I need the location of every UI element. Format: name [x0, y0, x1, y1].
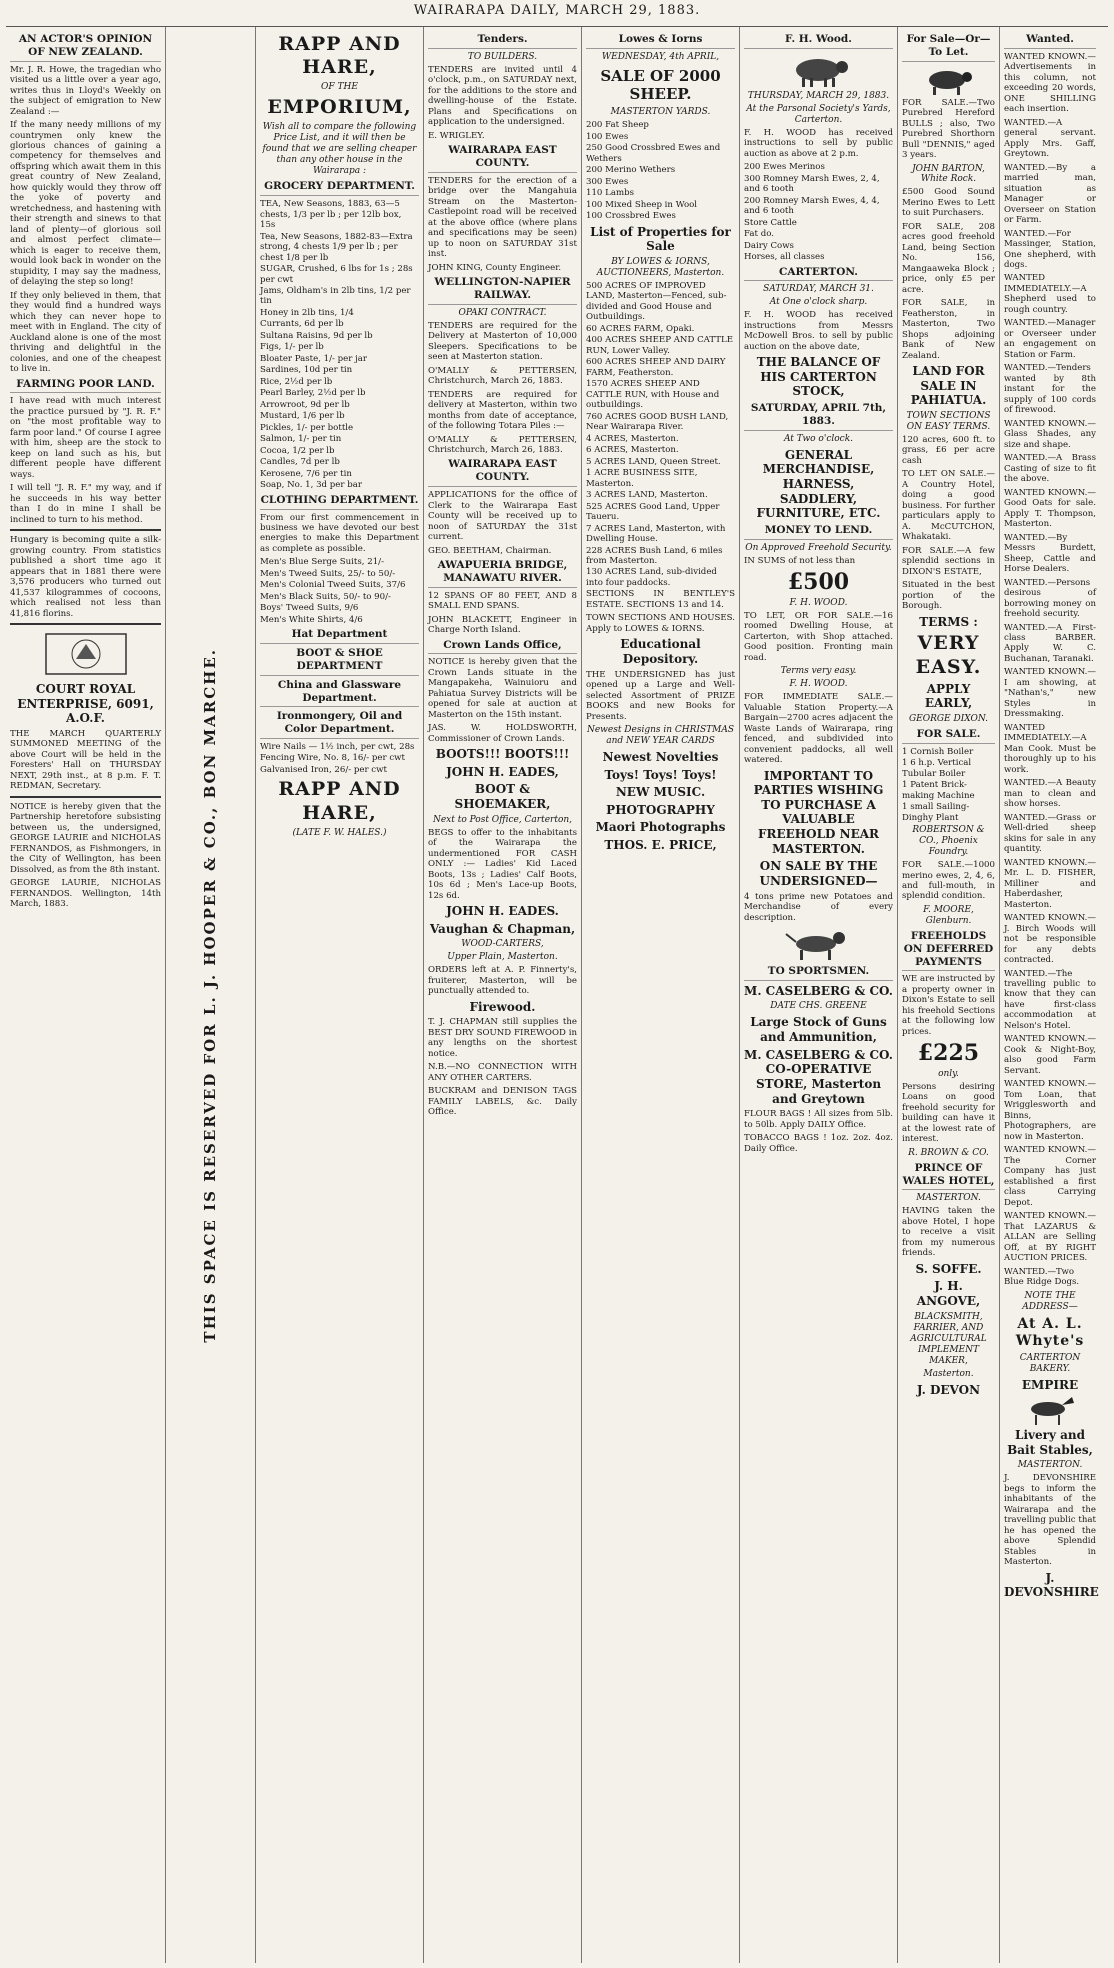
bulls-sign: JOHN BARTON, White Rock.	[912, 163, 985, 185]
notice-signed: GEORGE LAURIE, NICHOLAS FERNANDOS. Wellington, 14th March, 1883.	[10, 878, 161, 910]
empire-title: EMPIRE	[1021, 1377, 1079, 1392]
properties-heading: List of Properties for Sale	[590, 224, 731, 254]
wood-stock-item: 200 Ewes Merinos	[744, 162, 825, 173]
rail-body: TENDERS are required for the Delivery at Masterton of 10,000 Sleepers. Specifications to be seen at Masterton station.	[428, 320, 577, 363]
toys-title: Toys! Toys! Toys!	[604, 767, 717, 782]
reserved-vertical-text: THIS SPACE IS RESERVED FOR L. J. HOOPER & CO., BON MARCHE.	[201, 647, 220, 1343]
china-heading: China and Glassware Department.	[260, 679, 419, 708]
carterton-time: At One o'clock sharp.	[769, 297, 868, 308]
rapp-hare-title: RAPP AND HARE,	[278, 33, 401, 79]
society-title: COURT ROYAL ENTERPRISE, 6091, A.O.F.	[17, 682, 154, 726]
property-item: 1 ACRE BUSINESS SITE, Masterton.	[586, 468, 698, 489]
property-item: 6 ACRES, Masterton.	[586, 445, 679, 456]
grocery-item: Salmon, 1/- per tin	[260, 434, 342, 445]
livery-town: MASTERTON.	[1017, 1460, 1083, 1471]
sheep-list-item: 110 Lambs	[586, 188, 635, 199]
farming-paragraph: I will tell "J. R. F." my way, and if he succeeds in his way better than I do in mine I shall be inclined to turn to his method.	[10, 483, 161, 525]
wales-body: HAVING taken the above Hotel, I hope to receive a visit from my numerous friends.	[902, 1206, 995, 1259]
column-actor-opinion	[6, 27, 166, 1963]
sale2-date: SATURDAY, APRIL 7th, 1883.	[744, 402, 893, 431]
wanted-item: WANTED KNOWN.—Advertisements in this column, not exceeding 20 words, ONE SHILLING each insertion.	[1004, 51, 1096, 115]
sheep-list-item: 200 Fat Sheep	[586, 120, 649, 131]
sheep-list-item: 100 Ewes	[586, 131, 629, 142]
rapp-hare-closing-sub: (LATE F. W. HALES.)	[292, 827, 387, 838]
clothing-item: Men's Blue Serge Suits, 21/-	[260, 557, 384, 568]
angove-town: Masterton.	[923, 1368, 974, 1379]
ewes-ad: FOR SALE.—1000 merino ewes, 2, 4, 6, and full-mouth, in splendid condition.	[902, 860, 995, 902]
tender1-head: TO BUILDERS.	[467, 51, 538, 62]
devon-sign: J. DEVON	[916, 1382, 981, 1397]
splendid-ad: FOR SALE.—A few splendid sections in DIXON'S ESTATE,	[902, 545, 995, 577]
wood-stock-item: 200 Romney Marsh Ewes, 4, 4, and 6 tooth	[744, 195, 880, 217]
store-items: 4 tons prime new Potatoes and Merchandise of every description.	[744, 891, 893, 923]
carterton-body: F. H. WOOD has received instructions from Messrs McDowell Bros. to sell by public auction on the above date,	[744, 310, 893, 352]
stock-heading: THE BALANCE OF HIS CARTERTON STOCK,	[756, 355, 881, 399]
wood-stock-item: Dairy Cows	[744, 240, 794, 251]
bridge-sign: JOHN BLACKETT, Engineer in Charge North Island.	[428, 614, 577, 636]
dog-icon	[784, 926, 854, 962]
for-sale-heading: For Sale—Or—To Let.	[902, 33, 995, 62]
sale-price: £225	[917, 1040, 980, 1067]
money-sign: F. H. WOOD.	[789, 597, 848, 608]
firewood-title: Firewood.	[469, 999, 536, 1014]
sheep-list-item: 200 Merino Wethers	[586, 165, 676, 176]
wanted-item: WANTED IMMEDIATELY.—A Shepherd used to rough country.	[1004, 273, 1096, 315]
grocery-item: Jams, Oldham's in 2lb tins, 1/2 per tin	[260, 286, 411, 307]
educational-body: THE UNDERSIGNED has just opened up a Large and Well-selected Assortment of PRIZE BOOKS and new Books for Presents.	[586, 669, 735, 722]
boot-heading: BOOT & SHOE DEPARTMENT	[260, 647, 419, 676]
actor-paragraph: If they only believed in them, that they would find a hundred ways which they can never hope to meet with in England. The city of Auckland alone is one of the most thriving and delightful in the colonies, and one of the cheapest to live in.	[10, 290, 161, 375]
property-item: 500 ACRES OF IMPROVED LAND, Masterton—Fenced, sub-divided and Good House and Outbuildings.	[586, 280, 727, 323]
wanted-heading: Wanted.	[1004, 33, 1096, 49]
maori-title: Maori Photographs	[595, 820, 726, 835]
angove-trade: BLACKSMITH, FARRIER, AND AGRICULTURAL IMPLEMENT MAKER,	[910, 1311, 987, 1366]
property-item: 1570 ACRES SHEEP AND CATTLE RUN, with House and outbuildings.	[586, 379, 720, 411]
emporium-intro: Wish all to compare the following Price List, and it will then be found that we are selling cheaper than any other house in the Wairarapa :	[262, 122, 417, 177]
grocery-item: Sardines, 10d per tin	[260, 365, 353, 376]
angove-name: J. H. ANGOVE,	[916, 1279, 981, 1309]
divider	[10, 796, 161, 798]
of-the-label: OF THE	[321, 82, 358, 93]
divider	[10, 529, 161, 531]
money-sub: On Approved Freehold Security.	[745, 542, 892, 553]
hotel-ad: TO LET ON SALE.—A Country Hotel, doing a good business. For further particulars apply to A. McCUTCHON, Whakataki.	[902, 469, 995, 543]
clothing-item: Boys' Tweed Suits, 9/6	[260, 603, 359, 614]
rail-heading: WELLINGTON-NAPIER RAILWAY.	[428, 276, 577, 305]
land-let-heading: LAND FOR SALE IN PAHIATUA.	[910, 364, 987, 408]
grocery-item: Sultana Raisins, 9d per lb	[260, 330, 373, 341]
land-heading: Crown Lands Office,	[428, 639, 577, 655]
homes-sign: R. BROWN & CO.	[908, 1147, 989, 1158]
let-body: TO LET, OR FOR SALE.—16 roomed Dwelling House, at Carterton, with Shop attached. Good position. Fronting main road.	[744, 610, 893, 663]
new-books: Newest Designs in CHRISTMAS and NEW YEAR CARDS	[586, 725, 735, 747]
emporium-title: EMPORIUM,	[267, 96, 412, 119]
sale-note: only.	[938, 1069, 959, 1080]
column-rapp-hare	[256, 27, 424, 1963]
wanted-item: WANTED.—Manager or Overseer under an engagement on Station or Farm.	[1004, 318, 1096, 360]
rail-sub: OPAKI CONTRACT.	[458, 307, 547, 318]
column-wood	[740, 27, 898, 1963]
sheep-icon	[784, 52, 854, 88]
firewood-body: T. J. CHAPMAN still supplies the BEST DRY SOUND FIREWOOD in any lengths on the shortest notice.	[428, 1017, 577, 1059]
tobacco-ad: TOBACCO BAGS ! 1oz. 2oz. 4oz. Daily Office.	[744, 1133, 893, 1154]
sections-ad: SECTIONS IN BENTLEY'S ESTATE. SECTIONS 13 and 14.	[586, 589, 735, 610]
machine-item: 1 Patent Brick-making Machine	[902, 780, 975, 801]
caselberg-heading: Large Stock of Guns and Ammunition,	[750, 1015, 887, 1045]
partners-heading: IMPORTANT TO PARTIES WISHING TO PURCHASE A VALUABLE FREEHOLD NEAR MASTERTON.	[753, 768, 884, 856]
machine-item: 1 small Sailing-Dinghy Plant	[902, 802, 970, 823]
ewes-sign: F. MOORE, Glenburn.	[923, 904, 974, 926]
sheep-list-item: 250 Good Crossbred Ewes and Wethers	[586, 143, 721, 164]
eades-trade: BOOT & SHOEMAKER,	[454, 782, 551, 812]
bridge-body: 12 SPANS OF 80 FEET, AND 8 SMALL END SPANS.	[428, 590, 577, 612]
iron-item: Fencing Wire, No. 8, 16/- per cwt	[260, 753, 405, 764]
wanted-item: WANTED KNOWN.—That LAZARUS & ALLAN are Selling Off, at BY RIGHT AUCTION PRICES.	[1004, 1211, 1096, 1264]
wanted-item: WANTED KNOWN.—I am showing, at "Nathan's," new Styles in Dressmaking.	[1004, 667, 1096, 720]
bridge-heading: AWAPUERIA BRIDGE, MANAWATU RIVER.	[428, 559, 577, 588]
grocery-item: Pickles, 1/- per bottle	[260, 422, 354, 433]
educational-title: Educational Depository.	[620, 637, 701, 666]
wood-heading: F. H. Wood.	[744, 33, 893, 49]
wood-date-sub: At the Parsonal Society's Yards, Carterton.	[746, 103, 891, 125]
vaughan-address: Upper Plain, Masterton.	[447, 952, 558, 963]
rail-sign: O'MALLY & PETTERSEN, Christchurch, March 26, 1883.	[428, 365, 577, 387]
iron-item: Galvanised Iron, 26/- per cwt	[260, 764, 387, 775]
grocery-item: Kerosene, 7/6 per tin	[260, 468, 352, 479]
grocery-item: Bloater Paste, 1/- per jar	[260, 353, 367, 364]
lowes-date: WEDNESDAY, 4th APRIL,	[601, 51, 720, 62]
property-item: 5 ACRES LAND, Queen Street.	[586, 456, 721, 467]
money-body: IN SUMS of not less than	[744, 555, 856, 566]
terms-label: TERMS :	[919, 614, 978, 629]
society-emblem-icon	[41, 629, 131, 679]
clothing-item: Men's Tweed Suits, 25/- to 50/-	[260, 568, 396, 579]
homes-ad: Persons desiring Loans on good freehold security for building can have it at the lowest rate of interest.	[902, 1082, 995, 1145]
sheep-list-item: 100 Mixed Sheep in Wool	[586, 199, 698, 210]
town-sections: TOWN SECTIONS ON EASY TERMS.	[906, 411, 991, 433]
land-sign: JAS. W. HOLDSWORTH, Commissioner of Crown Lands.	[428, 723, 577, 744]
clothing-item: Men's Colonial Tweed Suits, 37/6	[260, 580, 406, 591]
wanted-item: WANTED KNOWN.—Mr. L. D. FISHER, Milliner and Haberdasher, Masterton.	[1004, 857, 1096, 910]
sportsmen-title: TO SPORTSMEN.	[744, 965, 893, 981]
vaughan-trade: WOOD-CARTERS,	[461, 939, 544, 950]
grocery-item: Arrowroot, 9d per lb	[260, 399, 350, 410]
lowes-heading: Lowes & Iorns	[586, 33, 735, 49]
sale2-heading: GENERAL MERCHANDISE, HARNESS, SADDLERY, FURNITURE, ETC.	[756, 447, 881, 521]
freeholds-heading: FREEHOLDS ON DEFERRED PAYMENTS	[902, 930, 995, 971]
photo-title: PHOTOGRAPHY	[606, 802, 715, 817]
flour-ad: FLOUR BAGS ! All sizes from 5lb. to 50lb. Apply DAILY Office.	[744, 1109, 893, 1130]
whyte-town: CARTERTON BAKERY.	[1019, 1352, 1081, 1374]
iron-item: Wire Nails — 1½ inch, per cwt, 28s	[260, 741, 415, 752]
wales-town: MASTERTON.	[916, 1193, 981, 1204]
sheep-sale-sub: MASTERTON YARDS.	[610, 107, 711, 118]
wanted-item: WANTED IMMEDIATELY.—A Man Cook. Must be thoroughly up to his work.	[1004, 722, 1096, 775]
masthead: WAIRARAPA DAILY, MARCH 29, 1883.	[413, 3, 701, 18]
wales-sign: S. SOFFE.	[915, 1261, 982, 1276]
wanted-item: WANTED.—A Brass Casting of size to fit the above.	[1004, 453, 1096, 485]
splendid-body: Situated in the best portion of the Borough.	[902, 580, 995, 612]
grocery-item: TEA, New Seasons, 1883, 63—5 chests, 1/3 per lb ; per 12lb box, 15s	[260, 199, 402, 231]
clerk-sign: GEO. BEETHAM, Chairman.	[428, 545, 552, 556]
wanted-item: WANTED.—The travelling public to know that they can have first-class accommodation at Nelson's Hotel.	[1004, 968, 1096, 1031]
property-item: 228 ACRES Bush Land, 6 miles from Masterton.	[586, 545, 723, 566]
wanted-item: WANTED KNOWN.—Glass Shades, any size and shape.	[1004, 418, 1096, 450]
clothing-item: Men's Black Suits, 50/- to 90/-	[260, 591, 391, 602]
properties-by: BY LOWES & IORNS, AUCTIONEERS, Masterton.	[596, 256, 725, 278]
wanted-item: WANTED.—By a married man, situation as Manager or Overseer on Station or Farm.	[1004, 162, 1096, 226]
carterton-date: SATURDAY, MARCH 31.	[763, 284, 874, 295]
apply-early: APPLY EARLY,	[924, 681, 973, 711]
property-item: 400 ACRES SHEEP AND CATTLE RUN, Lower Valley.	[586, 335, 733, 356]
immediate-body: FOR IMMEDIATE SALE.—Valuable Station Property.—A Bargain—2700 acres adjacent the Waste Lands of Wairarapa, ring fenced, and subdivided into convenient paddocks, all well watered.	[744, 692, 893, 766]
wanted-item: WANTED.—A general servant. Apply Mrs. Gaff, Greytown.	[1004, 117, 1096, 160]
wanted-item: WANTED.—Persons desirous of borrowing money on freehold security.	[1004, 577, 1096, 620]
houses-ad: TOWN SECTIONS AND HOUSES. Apply to LOWES & IORNS.	[586, 613, 735, 634]
farming-headline: FARMING POOR LAND.	[10, 378, 161, 394]
piles-body: TENDERS are required for delivery at Masterton, within two months from date of acceptance, of the following Totara Piles :—	[428, 389, 577, 432]
grocery-heading: GROCERY DEPARTMENT.	[260, 180, 419, 196]
hungary-paragraph: Hungary is becoming quite a silk-growing country. From statistics published a short time ago it appears that in 1881 there were 3,576 producers who turned out 41,537 kilogrammes of cocoons, which realised not less than 41,816 florins.	[10, 535, 161, 619]
wanted-item: WANTED KNOWN.—J. Birch Woods will not be responsible for any debts contracted.	[1004, 913, 1096, 966]
hat-heading: Hat Department	[260, 628, 419, 644]
freeholds-body: WE are instructed by a property owner in Dixon's Estate to sell his freehold Sections at the following low prices.	[902, 974, 995, 1037]
sale2-time: At Two o'clock.	[783, 433, 854, 444]
grocery-item: Candles, 7d per lb	[260, 457, 340, 468]
grocery-item: Currants, 6d per lb	[260, 319, 344, 330]
eades-body: BEGS to offer to the inhabitants of the Wairarapa the undermentioned FOR CASH ONLY :— Ladies' Kid Laced Boots, 13s ; Ladies' Calf Boots, 10s 6d ; Men's Lace-up Boots, 12s 6d.	[428, 827, 577, 901]
apply-sign: GEORGE DIXON.	[908, 713, 989, 724]
divider	[10, 623, 161, 625]
wanted-item: WANTED KNOWN.—Tom Loan, that Wrigglesworth and Binns, Photographers, are now in Masterton.	[1004, 1079, 1096, 1142]
property-item: 4 ACRES, Masterton.	[586, 433, 679, 444]
bulls-ad: FOR SALE.—Two Purebred Hereford BULLS ; also, Two Purebred Shorthorn Bull "DENNIS," aged 3 years.	[902, 97, 995, 161]
land-body: NOTICE is hereby given that the Crown Lands situate in the Mangapakeha, Wainuioru and Pahiatua Survey Districts will be opened for sale at auction at Masterton on the 15th instant.	[428, 657, 577, 720]
clerk-body: APPLICATIONS for the office of Clerk to the Wairarapa East County will be received up to noon of SATURDAY the 31st current.	[428, 490, 577, 543]
county-heading: WAIRARAPA EAST COUNTY.	[428, 144, 577, 173]
wanted-item: WANTED.—Two Blue Ridge Dogs.	[1004, 1266, 1080, 1288]
column-wanted	[1000, 27, 1100, 1963]
reward-ad: £500 Good Sound Merino Ewes to Lett to suit Purchasers.	[902, 187, 995, 219]
lease-ad: FOR SALE, 208 acres good freehold Land, being Section No. 156, Mangaaweka Block ; price, only £5 per acre.	[902, 221, 995, 295]
vaughan-body: ORDERS left at A. P. Finnerty's, fruiterer, Masterton, will be punctually attended to.	[428, 965, 577, 997]
grocery-item: Soap, No. 1, 3d per bar	[260, 480, 362, 491]
let-terms: Terms very easy.	[780, 666, 857, 677]
grocery-item: Rice, 2½d per lb	[260, 376, 333, 387]
wood-stock-item: 300 Romney Marsh Ewes, 2, 4, and 6 tooth	[744, 173, 880, 195]
property-item: 525 ACRES Good Land, Upper Taueru.	[586, 501, 720, 523]
grocery-item: Cocoa, 1/2 per lb	[260, 445, 335, 456]
property-item: 760 ACRES GOOD BUSH LAND, Near Wairarapa River.	[586, 411, 729, 433]
ettpoi-ad: FOR SALE, in Featherston, in Masterton, Two Shops adjoining Bank of New Zealand.	[902, 298, 995, 361]
column-tenders	[424, 27, 582, 1963]
actor-headline: AN ACTOR'S OPINION OF NEW ZEALAND.	[10, 33, 161, 62]
price-sign: THOS. E. PRICE,	[604, 838, 717, 853]
machine-item: 1 Cornish Boiler	[902, 746, 974, 757]
county-body: TENDERS for the erection of a bridge over the Mangahuia Stream on the Masterton-Castlepoint road will be received at the above office (where plans and specifications may be seen) up to noon on SATURDAY 31st inst.	[428, 175, 577, 260]
grocery-item: Figs, 1/- per lb	[260, 342, 324, 353]
property-item: 130 ACRES Land, sub-divided into four paddocks.	[586, 567, 717, 588]
eades-address: Next to Post Office, Carterton,	[432, 814, 573, 825]
livery-title: Livery and Bait Stables,	[1007, 1428, 1093, 1457]
music-title: NEW MUSIC.	[615, 785, 706, 800]
firewood-note: N.B.—NO CONNECTION WITH ANY OTHER CARTERS.	[428, 1062, 577, 1083]
wood-stock-item: Fat do.	[744, 229, 774, 240]
livery-body: J. DEVONSHIRE begs to inform the inhabitants of the Wairarapa and the travelling public that he has opened the above Splendid Stables in Masterton.	[1004, 1473, 1096, 1568]
column-for-sale	[898, 27, 1000, 1963]
property-item: 7 ACRES Land, Masterton, with Dwelling House.	[586, 523, 726, 545]
caselberg-sub: DATE CHS. GREENE	[770, 1001, 867, 1012]
let-sign: F. H. WOOD.	[789, 679, 848, 690]
clothing-heading: CLOTHING DEPARTMENT.	[260, 494, 419, 510]
tenders-heading: Tenders.	[428, 33, 577, 49]
wanted-item: WANTED.—Tenders wanted by 8th instant for the supply of 100 cords of firewood.	[1004, 363, 1096, 416]
wanted-item: WANTED.—Grass or Well-dried sheep skins for sale in any quantity.	[1004, 812, 1096, 855]
caselberg-coop: M. CASELBERG & CO. CO-OPERATIVE STORE, Masterton and Greytown	[744, 1047, 893, 1106]
actor-paragraph: If the many needy millions of my countrymen only knew the glorious chances of gaining a competency for themselves and offspring which await them in this great country of New Zealand, how quickly would they throw off the yoke of poverty and wretchedness, and hastening with their strength and sinews to that land of plenty—of glorious soil and almost perfect climate—which is eager to receive them, would look back in wonder on the stupidity, I may say the madness, of delaying the step so long!	[10, 120, 161, 288]
for-sale-2: FOR SALE.	[902, 728, 995, 744]
column-reserved-space	[166, 27, 256, 1963]
caselberg-name: M. CASELBERG & CO.	[744, 983, 893, 998]
wanted-item: WANTED.—For Massinger, Station, One shepherd, with dogs.	[1004, 228, 1096, 270]
bull-icon	[919, 65, 979, 95]
machine-sign: ROBERTSON & CO., Phoenix Foundry.	[912, 825, 985, 858]
iron-heading: Ironmongery, Oil and Color Department.	[260, 710, 419, 739]
tender1-body: TENDERS are invited until 4 o'clock, p.m., on SATURDAY next, for the additions to the store and dwelling-house of the Estate. Plans and Specifications on application to the undersigned.	[428, 64, 577, 128]
wanted-item: WANTED.—A Beauty man to clean and show horses.	[1004, 778, 1096, 810]
livery-sign: J. DEVONSHIRE	[1004, 1570, 1099, 1600]
sheep-list-item: 300 Ewes	[586, 176, 629, 187]
farming-paragraph: I have read with much interest the practice pursued by "J. R. F." on "the most profitable way to farm poor land." Of course I agree with him, sheep are the stock to keep on land such as his, but different people have different ways.	[10, 396, 161, 480]
sheep-list-item: 100 Crossbred Ewes	[586, 211, 676, 222]
actor-paragraph: Mr. J. R. Howe, the tragedian who visited us a little over a year ago, writes thus in Lloyd's Weekly on the subject of emigration to New Zealand :—	[10, 64, 161, 117]
property-item: 3 ACRES LAND, Masterton.	[586, 490, 708, 501]
society-body: THE MARCH QUARTERLY SUMMONED MEETING of the above Court will be held in the Foresters' Hall on THURSDAY NEXT, 29th inst., at 8 p.m. F. T. REDMAN, Secretary.	[10, 729, 161, 792]
eades-name: JOHN H. EADES,	[446, 764, 559, 779]
whyte-title: At A. L. Whyte's	[1015, 1315, 1085, 1349]
machine-item: 1 6 h.p. Vertical Tubular Boiler	[902, 758, 972, 779]
newspaper-page	[6, 26, 1108, 1963]
wood-stock-item: Horses, all classes	[744, 252, 825, 263]
wanted-item: WANTED KNOWN.—Cook & Night-Boy, also good Farm Servant.	[1004, 1034, 1096, 1076]
wood-intro: F. H. WOOD has received instructions to sell by public auction as above at 2 p.m.	[744, 127, 893, 159]
grocery-item: SUGAR, Crushed, 6 lbs for 1s ; 28s per cwt	[260, 264, 413, 285]
money-heading: MONEY TO LEND.	[744, 524, 893, 540]
grocery-item: Mustard, 1/6 per lb	[260, 411, 345, 422]
buckram-ad: BUCKRAM and DENISON TAGS FAMILY LABELS, &c. Daily Office.	[428, 1086, 577, 1118]
wood-stock-item: Store Cattle	[744, 217, 797, 228]
property-item: 600 ACRES SHEEP AND DAIRY FARM, Featherston.	[586, 357, 726, 378]
notice-body: NOTICE is hereby given that the Partnership heretofore subsisting between us, the undersigned, GEORGE LAURIE and NICHOLAS FERNANDOS, as Fishmongers, in the City of Wellington, has been Dissolved, as from the 8th instant.	[10, 801, 161, 875]
very-easy: VERY EASY.	[915, 632, 982, 678]
boots-title: BOOTS!!! BOOTS!!!	[435, 747, 570, 762]
rapp-hare-closing: RAPP AND HARE,	[278, 778, 401, 824]
money-amount: £500	[787, 569, 850, 595]
clerk-heading: WAIRARAPA EAST COUNTY.	[428, 458, 577, 487]
grocery-item: Tea, New Seasons, 1882-83—Extra strong, 4 chests 1/9 per lb ; per chest 1/8 per lb	[260, 231, 413, 263]
carterton-heading: CARTERTON.	[744, 266, 893, 282]
wanted-item: WANTED.—By Messrs Burdett, Sheep, Cattle and Horse Dealers.	[1004, 532, 1096, 575]
grocery-item: Pearl Barley, 2½d per lb	[260, 388, 366, 399]
eades-sign: JOHN H. EADES.	[446, 904, 559, 919]
tender1-sign: E. WRIGLEY.	[428, 130, 485, 141]
clothing-item: Men's White Shirts, 4/6	[260, 614, 363, 625]
clothing-intro: From our first commencement in business we have devoted our best energies to make this Department as complete as possible.	[260, 512, 419, 554]
vaughan-name: Vaughan & Chapman,	[429, 921, 576, 936]
wanted-item: WANTED KNOWN.—Good Oats for sale. Apply T. Thompson, Masterton.	[1004, 487, 1096, 530]
piles-sign: O'MALLY & PETTERSEN, Christchurch, March 26, 1883.	[428, 434, 577, 455]
grocery-item: Honey in 2lb tins, 1/4	[260, 307, 354, 318]
acres-ad: 120 acres, 600 ft. to grass, £6 per acre cash	[902, 435, 995, 466]
column-lowes-iorns	[582, 27, 740, 1963]
wood-date: THURSDAY, MARCH 29, 1883.	[747, 90, 890, 101]
wales-heading: PRINCE OF WALES HOTEL,	[902, 1162, 995, 1191]
whyte-note: NOTE THE ADDRESS—	[1022, 1290, 1078, 1312]
county-sign: JOHN KING, County Engineer.	[428, 262, 562, 273]
property-item: 60 ACRES FARM, Opaki.	[586, 323, 695, 334]
store-sale: ON SALE BY THE UNDERSIGNED—	[759, 859, 878, 888]
wanted-item: WANTED.—A First-class BARBER. Apply W. C. Buchanan, Taranaki.	[1004, 622, 1096, 664]
wanted-item: WANTED KNOWN.—The Corner Company has just established a first class Carrying Depot.	[1004, 1145, 1096, 1208]
sheep-sale-title: SALE OF 2000 SHEEP.	[600, 66, 721, 104]
novelties-title: Newest Novelties	[602, 749, 719, 764]
horse-icon	[1020, 1395, 1080, 1425]
